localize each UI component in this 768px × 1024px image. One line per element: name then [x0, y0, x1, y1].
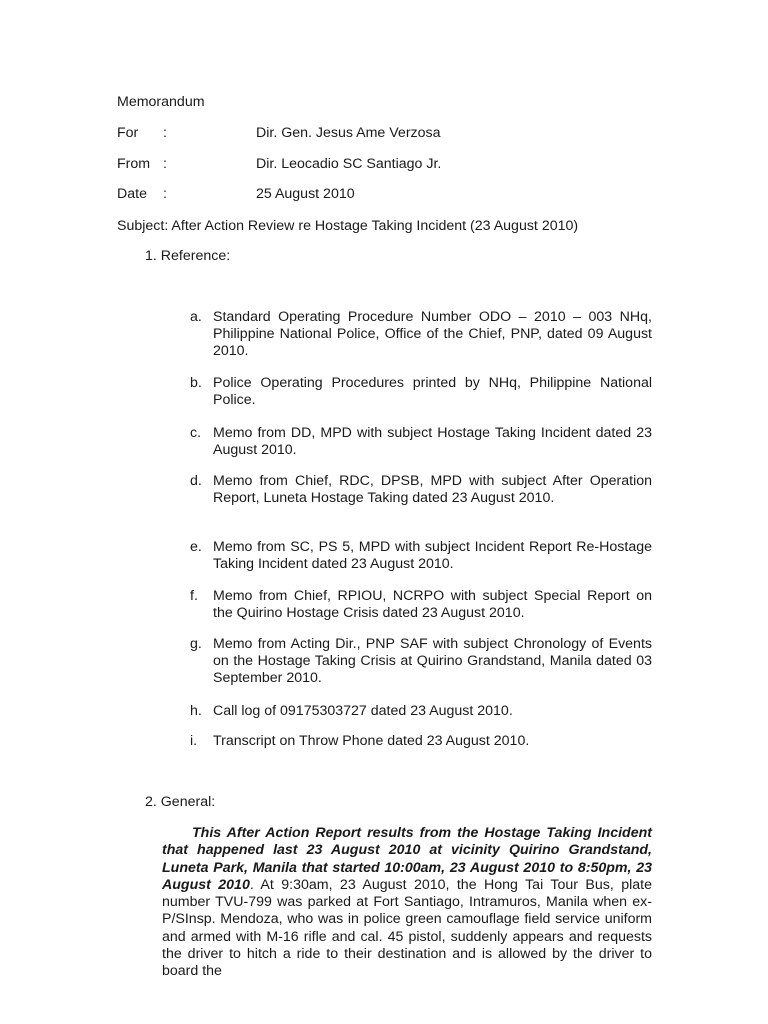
subject-line: Subject: After Action Review re Hostage Taking Incident (23 August 2010): [117, 218, 579, 234]
reference-text: Memo from Chief, RPIOU, NCRPO with subject Special Report on the Quirino Hostage Crisis dated 23 August 2010.: [213, 588, 652, 621]
reference-text: Memo from SC, PS 5, MPD with subject Incident Report Re-Hostage Taking Incident dated 23 August 2010.: [213, 539, 652, 572]
reference-letter: d.: [190, 473, 202, 489]
reference-letter: h.: [190, 703, 202, 719]
reference-letter: g.: [190, 636, 202, 652]
reference-letter: b.: [190, 375, 202, 391]
reference-item: [190, 588, 652, 622]
reference-letter: c.: [190, 425, 202, 441]
reference-text: Call log of 09175303727 dated 23 August 2010.: [213, 703, 513, 719]
reference-text: Memo from Acting Dir., PNP SAF with subject Chronology of Events on the Hostage Taking Crisis at Quirino Grandstand, Manila dated 03 September 2010.: [213, 636, 652, 686]
date-colon: :: [163, 186, 167, 202]
reference-item: [190, 539, 652, 573]
reference-letter: a.: [190, 309, 202, 325]
reference-letter: e.: [190, 539, 202, 555]
date-label: Date: [117, 186, 147, 202]
reference-text: Police Operating Procedures printed by NHq, Philippine National Police.: [213, 375, 652, 408]
reference-letter: f.: [190, 588, 198, 604]
reference-text: Memo from DD, MPD with subject Hostage Taking Incident dated 23 August 2010.: [213, 425, 652, 458]
reference-item: [190, 473, 652, 507]
date-value: 25 August 2010: [256, 186, 355, 202]
for-label: For: [117, 125, 139, 141]
reference-letter: i.: [190, 733, 198, 749]
reference-item: [190, 733, 652, 750]
reference-item: [190, 703, 652, 720]
general-body-text: . At 9:30am, 23 August 2010, the Hong Tai Tour Bus, plate number TVU-799 was parked at Fort Santiago, Intramuros, Manila when ex-P/SInsp. Mendoza, who was in police green camouflage field service uniform and armed with M-16 rifle and cal. 45 pistol, suddenly appears and requests the driver to hitch a ride to their destination and is allowed by the driver to board the: [162, 876, 652, 980]
for-value: Dir. Gen. Jesus Ame Verzosa: [256, 125, 441, 141]
reference-item: [190, 425, 652, 459]
memo-title: Memorandum: [117, 94, 205, 110]
reference-item: [190, 375, 652, 409]
reference-text: Transcript on Throw Phone dated 23 August 2010.: [213, 733, 530, 749]
general-paragraph: [162, 825, 652, 981]
reference-text: Memo from Chief, RDC, DPSB, MPD with subject After Operation Report, Luneta Hostage Taking dated 23 August 2010.: [213, 473, 652, 506]
from-label: From: [117, 156, 151, 172]
reference-heading: 1. Reference:: [145, 248, 231, 264]
from-colon: :: [163, 156, 167, 172]
reference-item: [190, 636, 652, 687]
for-colon: :: [163, 125, 167, 141]
from-value: Dir. Leocadio SC Santiago Jr.: [256, 156, 442, 172]
reference-item: [190, 309, 652, 360]
reference-text: Standard Operating Procedure Number ODO – 2010 – 003 NHq, Philippine National Police, Office of the Chief, PNP, dated 09 August 2010.: [213, 309, 652, 359]
general-heading: 2. General:: [145, 794, 216, 810]
general-bold-text: This After Action Report results from the Hostage Taking Incident that happened last 23 August 2010 at vicinity Quirino Grandstand, Luneta Park, Manila that started 10:00am, 23 August 2010 to 8:50pm, 23 August 2010: [162, 825, 652, 893]
